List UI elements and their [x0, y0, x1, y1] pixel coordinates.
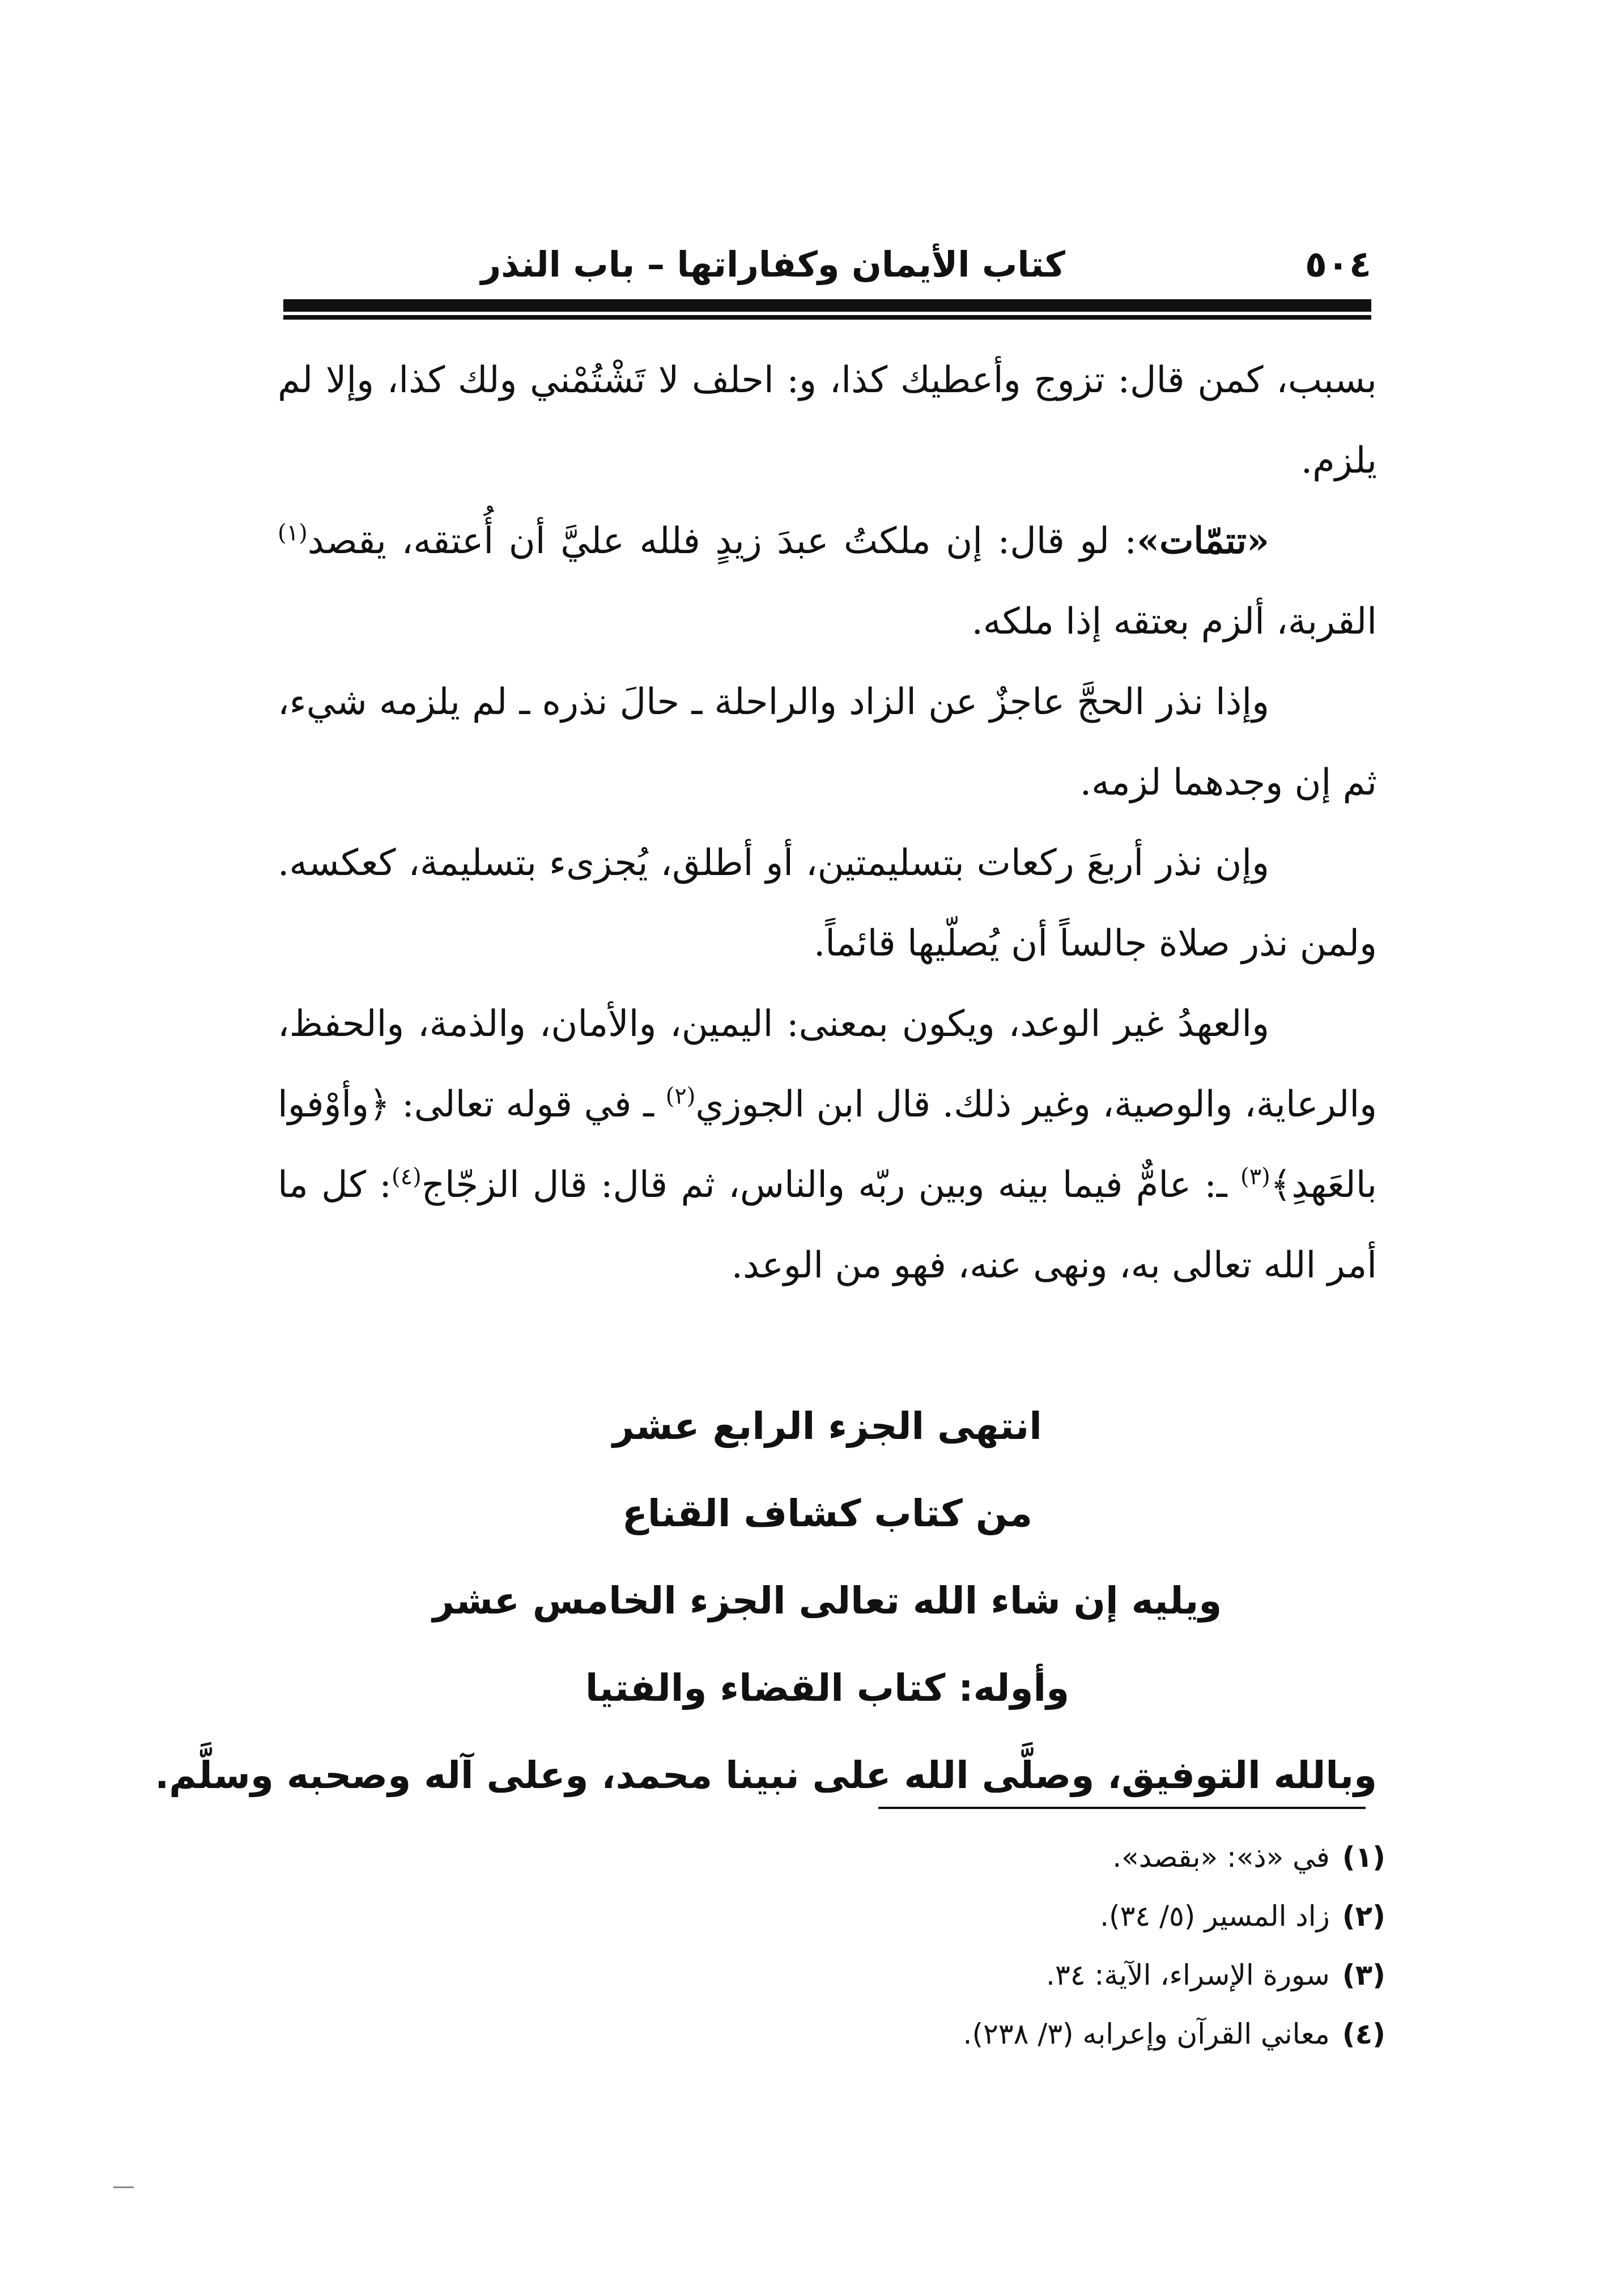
paragraph-1: بسبب، كمن قال: تزوج وأعطيك كذا، و: احلف لا تَشْتُمْني ولك كذا، وإلا لم يلزم.	[278, 359, 1377, 482]
paragraph-5-text-c: ـ: عامٌّ فيما بينه وبين ربّه والناس، ثم قال: قال الزجّاج	[421, 1164, 1241, 1206]
closing-line-5: وبالله التوفيق، وصلَّى الله على نبينا محمد، وعلى آله وصحبه وسلَّم.	[155, 1753, 1377, 1797]
header-rule-thick	[283, 299, 1371, 312]
paragraph-2-text-b: القربة، ألزم بعتقه إذا ملكه.	[971, 601, 1377, 643]
footnote	[567, 1828, 1385, 1887]
section-term: «تتمّات»	[1137, 520, 1269, 562]
footnote-text: سورة الإسراء، الآية: ٣٤.	[1045, 1959, 1330, 1991]
footnote-number: (٤)	[1342, 2018, 1385, 2050]
paragraph-5-text-b: ـ في قوله تعالى: ﴿وأوْفوا بالعَهدِ﴾	[278, 1084, 1378, 1206]
paragraph-5	[278, 984, 1377, 1306]
running-header	[283, 244, 1371, 289]
footnote-text: في «ذ»: «بقصد».	[1112, 1841, 1330, 1874]
paragraph-2	[278, 501, 1377, 662]
paragraph-2-text-a: : لو قال: إن ملكتُ عبدَ زيدٍ فلله عليَّ أن أُعتقه، يقصد	[307, 520, 1137, 562]
closing-line-4: وأوله: كتاب القضاء والفتيا	[585, 1666, 1070, 1710]
footnote-text: معاني القرآن وإعرابه (٣/ ٢٣٨).	[963, 2018, 1330, 2050]
footnote-separator	[878, 1807, 1366, 1809]
footnote-number: (١)	[1342, 1841, 1385, 1874]
closing-line-1: انتهى الجزء الرابع عشر	[613, 1404, 1042, 1448]
footnote	[567, 2005, 1385, 2063]
footnotes	[567, 1828, 1385, 2063]
footnote	[567, 1946, 1385, 2005]
paragraph-4: وإن نذر أربعَ ركعات بتسليمتين، أو أطلق، يُجزىء بتسليمة، كعكسه. ولمن نذر صلاة جالساً أن يُصلّيها قائماً.	[278, 842, 1377, 965]
paragraph-5-text-a: والعهدُ غير الوعد، ويكون بمعنى: اليمين، والأمان، والذمة، والحفظ، والرعاية، والوصية، وغير ذلك. قال ابن الجوزي	[278, 1003, 1378, 1126]
footnote-ref-4: (٤)	[391, 1164, 422, 1190]
closing-line-2: من كتاب كشاف القناع	[622, 1492, 1033, 1535]
closing-colophon	[155, 1383, 1377, 1819]
footnote-ref-3: (٣)	[1240, 1164, 1270, 1190]
footnote-text: زاد المسير (٥/ ٣٤).	[1100, 1900, 1330, 1933]
footnote-ref-2: (٢)	[665, 1083, 696, 1110]
paragraph-5-text-d: : كل ما أمر الله تعالى به، ونهى عنه، فهو من الوعد.	[278, 1164, 1377, 1286]
footnote-number: (٣)	[1342, 1959, 1385, 1991]
paragraph-3: وإذا نذر الحجَّ عاجزٌ عن الزاد والراحلة ـ حالَ نذره ـ لم يلزمه شيء، ثم إن وجدهما لزمه.	[278, 681, 1377, 804]
header-rule-thin	[283, 315, 1371, 320]
main-text	[278, 340, 1377, 1306]
page-number: ٥٠٤	[1304, 244, 1371, 286]
chapter-title: كتاب الأيمان وكفاراتها – باب النذر	[481, 244, 1065, 285]
footnote-number: (٢)	[1342, 1900, 1385, 1933]
footnote-ref-1: (١)	[278, 520, 308, 546]
scan-mark	[113, 2186, 134, 2188]
footnote	[567, 1887, 1385, 1946]
closing-line-3: ويليه إن شاء الله تعالى الجزء الخامس عشر	[432, 1579, 1222, 1623]
